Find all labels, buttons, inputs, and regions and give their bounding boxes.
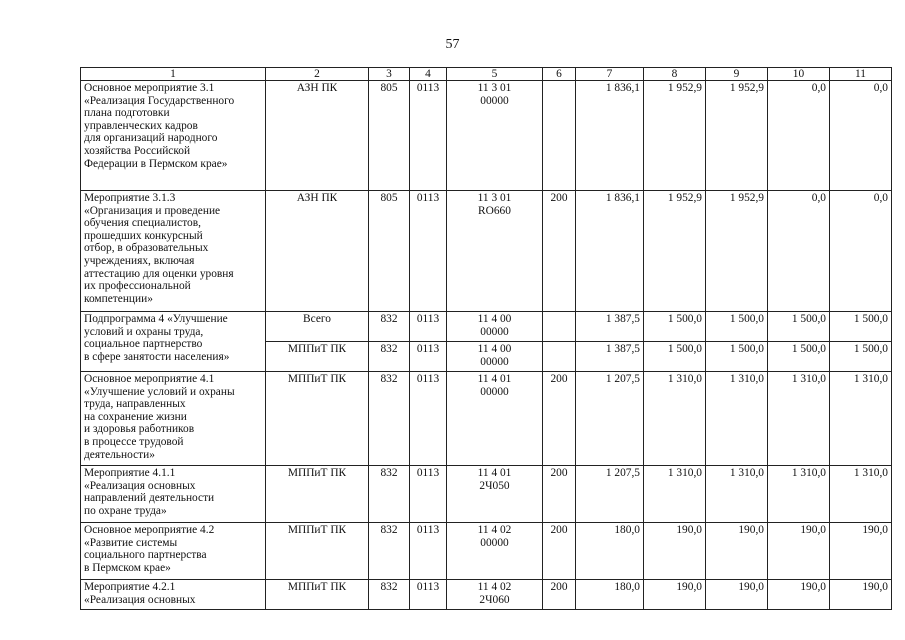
item-name-cell: Мероприятие 4.1.1 «Реализация основных направлений деятельности по охране труда» bbox=[81, 466, 266, 523]
code-cell: 0113 bbox=[410, 580, 447, 610]
header-cell: 4 bbox=[410, 68, 447, 81]
amount-cell: 1 207,5 bbox=[576, 372, 644, 466]
amount-cell: 190,0 bbox=[768, 580, 830, 610]
header-row bbox=[81, 68, 892, 81]
header-cell: 2 bbox=[266, 68, 369, 81]
executor-cell: Всего bbox=[266, 312, 369, 342]
code-cell: 11 4 01 2Ч050 bbox=[447, 466, 543, 523]
code-cell bbox=[543, 342, 576, 372]
code-cell: 200 bbox=[543, 191, 576, 312]
amount-cell: 190,0 bbox=[830, 523, 892, 580]
amount-cell: 1 310,0 bbox=[768, 372, 830, 466]
code-cell: 200 bbox=[543, 466, 576, 523]
executor-cell: МППиТ ПК bbox=[266, 372, 369, 466]
header-cell: 7 bbox=[576, 68, 644, 81]
amount-cell: 1 500,0 bbox=[830, 342, 892, 372]
page-number: 57 bbox=[445, 37, 460, 52]
executor-cell: АЗН ПК bbox=[266, 191, 369, 312]
amount-cell: 1 387,5 bbox=[576, 342, 644, 372]
code-cell bbox=[543, 312, 576, 342]
code-cell: 805 bbox=[369, 81, 410, 191]
amount-cell: 0,0 bbox=[830, 191, 892, 312]
code-cell: 200 bbox=[543, 580, 576, 610]
amount-cell: 180,0 bbox=[576, 523, 644, 580]
header-cell: 3 bbox=[369, 68, 410, 81]
code-cell: 11 4 02 2Ч060 bbox=[447, 580, 543, 610]
code-cell: 0113 bbox=[410, 81, 447, 191]
header-cell: 8 bbox=[644, 68, 706, 81]
executor-cell: АЗН ПК bbox=[266, 81, 369, 191]
code-cell: 832 bbox=[369, 466, 410, 523]
item-name-cell: Основное мероприятие 4.1 «Улучшение условий и охраны труда, направленных на сохранение жизни и здоровья работников в процессе трудовой деятельности» bbox=[81, 372, 266, 466]
code-cell: 200 bbox=[543, 372, 576, 466]
code-cell: 0113 bbox=[410, 312, 447, 342]
executor-cell: МППиТ ПК bbox=[266, 342, 369, 372]
table-row bbox=[81, 81, 892, 191]
code-cell: 832 bbox=[369, 523, 410, 580]
table-row bbox=[81, 191, 892, 312]
table-row bbox=[81, 580, 892, 610]
table-row bbox=[81, 312, 892, 342]
code-cell: 11 4 00 00000 bbox=[447, 342, 543, 372]
header-cell: 1 bbox=[81, 68, 266, 81]
amount-cell: 0,0 bbox=[768, 191, 830, 312]
amount-cell: 190,0 bbox=[644, 580, 706, 610]
amount-cell: 1 500,0 bbox=[768, 342, 830, 372]
code-cell: 832 bbox=[369, 312, 410, 342]
amount-cell: 1 387,5 bbox=[576, 312, 644, 342]
code-cell: 200 bbox=[543, 523, 576, 580]
header-cell: 6 bbox=[543, 68, 576, 81]
code-cell: 11 3 01 00000 bbox=[447, 81, 543, 191]
code-cell: 0113 bbox=[410, 466, 447, 523]
amount-cell: 1 310,0 bbox=[644, 372, 706, 466]
executor-cell: МППиТ ПК bbox=[266, 580, 369, 610]
amount-cell: 1 500,0 bbox=[830, 312, 892, 342]
amount-cell: 190,0 bbox=[768, 523, 830, 580]
amount-cell: 1 310,0 bbox=[706, 372, 768, 466]
code-cell: 832 bbox=[369, 372, 410, 466]
table-row bbox=[81, 523, 892, 580]
amount-cell: 1 952,9 bbox=[706, 81, 768, 191]
code-cell: 832 bbox=[369, 580, 410, 610]
item-name-cell: Мероприятие 3.1.3 «Организация и проведение обучения специалистов, прошедших конкурсный отбор, в образовательных учреждениях, включая аттестацию для оценки уровня их профессиональной компетенции» bbox=[81, 191, 266, 312]
amount-cell: 190,0 bbox=[706, 523, 768, 580]
item-name-cell: Основное мероприятие 4.2 «Развитие системы социального партнерства в Пермском крае» bbox=[81, 523, 266, 580]
amount-cell: 1 500,0 bbox=[706, 342, 768, 372]
amount-cell: 1 500,0 bbox=[644, 342, 706, 372]
amount-cell: 1 207,5 bbox=[576, 466, 644, 523]
code-cell bbox=[543, 81, 576, 191]
amount-cell: 1 500,0 bbox=[706, 312, 768, 342]
header-cell: 5 bbox=[447, 68, 543, 81]
amount-cell: 190,0 bbox=[706, 580, 768, 610]
executor-cell: МППиТ ПК bbox=[266, 523, 369, 580]
header-cell: 9 bbox=[706, 68, 768, 81]
amount-cell: 190,0 bbox=[830, 580, 892, 610]
amount-cell: 1 952,9 bbox=[644, 81, 706, 191]
code-cell: 11 4 02 00000 bbox=[447, 523, 543, 580]
amount-cell: 1 952,9 bbox=[706, 191, 768, 312]
header-cell: 11 bbox=[830, 68, 892, 81]
amount-cell: 0,0 bbox=[830, 81, 892, 191]
code-cell: 0113 bbox=[410, 523, 447, 580]
budget-table bbox=[80, 67, 892, 610]
amount-cell: 0,0 bbox=[768, 81, 830, 191]
code-cell: 0113 bbox=[410, 191, 447, 312]
code-cell: 11 4 01 00000 bbox=[447, 372, 543, 466]
code-cell: 832 bbox=[369, 342, 410, 372]
executor-cell: МППиТ ПК bbox=[266, 466, 369, 523]
amount-cell: 1 310,0 bbox=[706, 466, 768, 523]
amount-cell: 1 310,0 bbox=[830, 372, 892, 466]
amount-cell: 1 310,0 bbox=[830, 466, 892, 523]
code-cell: 0113 bbox=[410, 372, 447, 466]
amount-cell: 180,0 bbox=[576, 580, 644, 610]
amount-cell: 1 500,0 bbox=[644, 312, 706, 342]
amount-cell: 1 310,0 bbox=[768, 466, 830, 523]
code-cell: 11 3 01 RO660 bbox=[447, 191, 543, 312]
amount-cell: 1 836,1 bbox=[576, 191, 644, 312]
amount-cell: 1 500,0 bbox=[768, 312, 830, 342]
amount-cell: 1 836,1 bbox=[576, 81, 644, 191]
table-row bbox=[81, 372, 892, 466]
amount-cell: 1 310,0 bbox=[644, 466, 706, 523]
table-row bbox=[81, 466, 892, 523]
amount-cell: 190,0 bbox=[644, 523, 706, 580]
code-cell: 0113 bbox=[410, 342, 447, 372]
item-name-cell: Основное мероприятие 3.1 «Реализация Государственного плана подготовки управленческих кадров для организаций народного хозяйства Российской Федерации в Пермском крае» bbox=[81, 81, 266, 191]
item-name-cell: Подпрограмма 4 «Улучшение условий и охраны труда, социальное партнерство в сфере занятости населения» bbox=[81, 312, 266, 372]
amount-cell: 1 952,9 bbox=[644, 191, 706, 312]
code-cell: 11 4 00 00000 bbox=[447, 312, 543, 342]
item-name-cell: Мероприятие 4.2.1 «Реализация основных bbox=[81, 580, 266, 610]
header-cell: 10 bbox=[768, 68, 830, 81]
code-cell: 805 bbox=[369, 191, 410, 312]
